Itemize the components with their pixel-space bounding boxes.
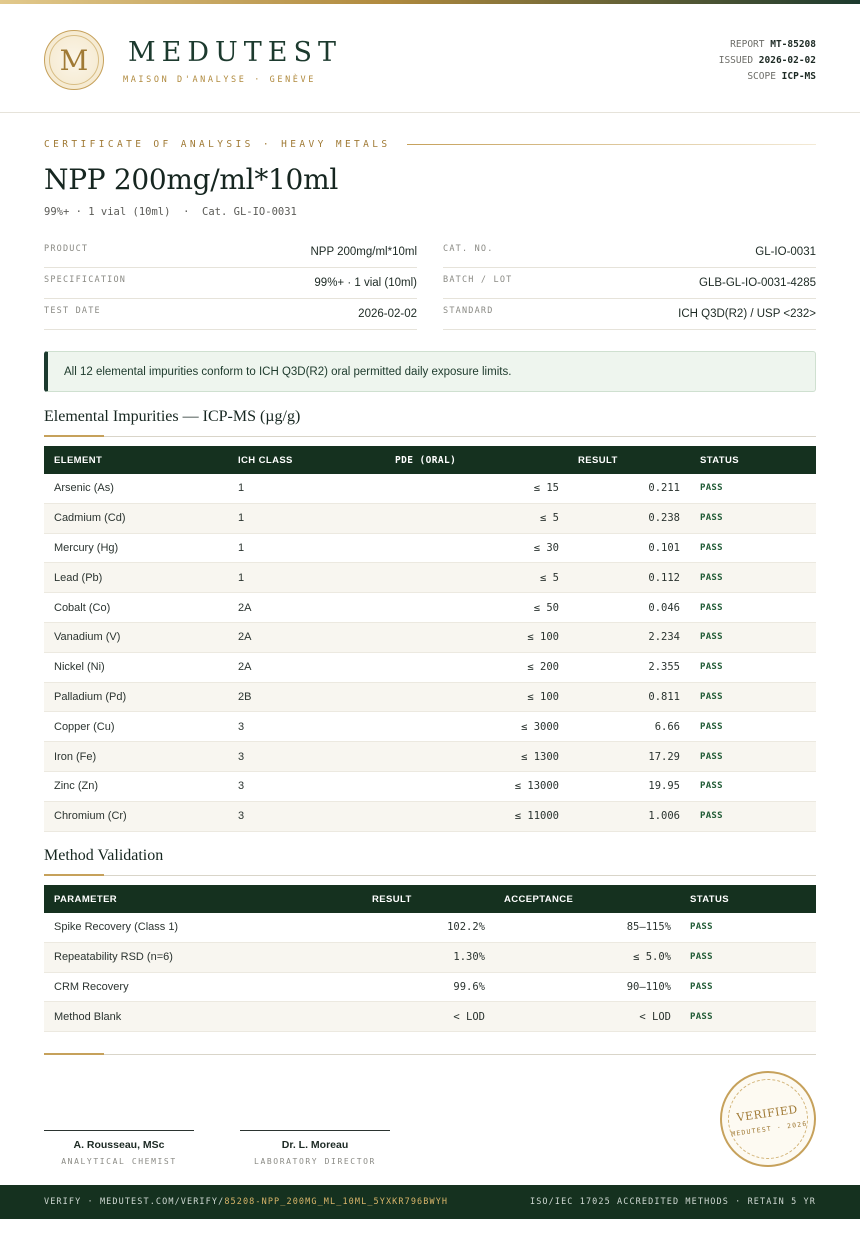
acceptance-range: 85–115%: [626, 921, 671, 934]
validation-result: < LOD: [453, 1010, 485, 1023]
acceptance-range: ≤ 5.0%: [633, 951, 671, 964]
info-value: 99%+ · 1 vial (10ml): [314, 277, 417, 289]
validation-row: [44, 1002, 816, 1032]
result-value: 0.238: [648, 512, 680, 525]
signature-block-chemist: [44, 1130, 194, 1166]
report-number: MT-85208: [770, 39, 816, 50]
result-value: 0.811: [648, 690, 680, 703]
status-badge: PASS: [700, 691, 723, 702]
stamp-subtext: MEDUTEST · 2026: [730, 1119, 808, 1139]
status-badge: PASS: [700, 542, 723, 553]
verified-stamp: [714, 1065, 822, 1173]
info-value: NPP 200mg/ml*10ml: [310, 246, 417, 258]
signatory-role: LABORATORY DIRECTOR: [254, 1157, 376, 1166]
logo-letter: M: [59, 43, 89, 77]
element-name: Cadmium (Cd): [54, 512, 126, 525]
brand-tagline: MAISON D'ANALYSE · GENÈVE: [123, 75, 316, 85]
verify-prefix: VERIFY · MEDUTEST.COM/VERIFY/: [44, 1197, 225, 1207]
accreditation-note: ISO/IEC 17025 ACCREDITED METHODS · RETAIN 5 YR: [529, 1197, 816, 1207]
pde-limit: ≤ 100: [527, 631, 559, 644]
info-value: GLB-GL-IO-0031-4285: [699, 277, 816, 289]
pde-limit: ≤ 50: [533, 601, 559, 614]
impurities-table-header: [44, 446, 816, 474]
validation-row: [44, 913, 816, 943]
issued-date: 2026-02-02: [758, 55, 816, 66]
signatory-name: Dr. L. Moreau: [281, 1139, 349, 1151]
signatory-name: A. Rousseau, MSc: [73, 1139, 165, 1151]
ich-class: 1: [238, 482, 245, 495]
signature-block-director: [240, 1130, 390, 1166]
status-badge: PASS: [700, 721, 723, 732]
ich-class: 1: [238, 541, 245, 554]
element-name: Copper (Cu): [54, 720, 115, 733]
parameter-name: CRM Recovery: [54, 980, 129, 993]
impurities-section-divider: [44, 436, 816, 437]
result-value: 17.29: [648, 750, 680, 763]
pde-limit: ≤ 3000: [521, 720, 559, 733]
col-ich-class: ICH CLASS: [238, 454, 293, 466]
impurity-row: [44, 593, 816, 623]
status-badge: PASS: [690, 1011, 713, 1022]
col-parameter: PARAMETER: [54, 893, 118, 905]
ich-class: 1: [238, 512, 245, 525]
result-value: 19.95: [648, 780, 680, 793]
status-badge: PASS: [700, 513, 723, 524]
impurity-row: [44, 772, 816, 802]
status-badge: PASS: [700, 751, 723, 762]
result-value: 0.046: [648, 601, 680, 614]
ich-class: 2B: [238, 690, 252, 703]
col-val-result: RESULT: [372, 893, 412, 905]
scope-label: SCOPE: [747, 71, 776, 82]
report-meta: [719, 37, 816, 85]
result-value: 2.355: [648, 661, 680, 674]
element-name: Palladium (Pd): [54, 690, 127, 703]
acceptance-range: < LOD: [639, 1010, 671, 1023]
info-grid-right: [443, 237, 816, 330]
ich-class: 3: [238, 750, 245, 763]
info-row-test-date: [44, 299, 417, 330]
element-name: Arsenic (As): [54, 482, 114, 495]
status-badge: PASS: [690, 981, 713, 992]
validation-result: 1.30%: [453, 951, 485, 964]
status-badge: PASS: [700, 572, 723, 583]
info-row-product: [44, 237, 417, 268]
status-badge: PASS: [700, 781, 723, 792]
stamp-text: VERIFIED: [735, 1102, 799, 1125]
validation-row: [44, 943, 816, 973]
impurity-row: [44, 653, 816, 683]
scope-value: ICP-MS: [781, 71, 816, 82]
validation-result: 102.2%: [447, 921, 485, 934]
ich-class: 3: [238, 810, 245, 823]
element-name: Vanadium (V): [54, 631, 121, 644]
status-badge: PASS: [700, 483, 723, 494]
eyebrow-divider: [407, 144, 816, 145]
brand-logo: [44, 30, 104, 90]
info-label: SPECIFICATION: [44, 275, 127, 285]
verify-link[interactable]: [44, 1197, 448, 1207]
impurities-table: [44, 446, 816, 832]
impurity-row: [44, 742, 816, 772]
signature-divider: [44, 1054, 816, 1055]
info-row-specification: [44, 268, 417, 299]
result-value: 6.66: [654, 720, 680, 733]
col-pde: PDE (ORAL): [395, 454, 457, 466]
impurity-row: [44, 474, 816, 504]
pde-limit: ≤ 13000: [514, 780, 559, 793]
validation-section-divider: [44, 875, 816, 876]
result-value: 0.101: [648, 541, 680, 554]
conformance-banner: All 12 elemental impurities conform to ICH Q3D(R2) oral permitted daily exposure limits.: [44, 351, 816, 392]
result-value: 0.112: [648, 571, 680, 584]
status-badge: PASS: [690, 922, 713, 933]
status-badge: PASS: [690, 952, 713, 963]
impurity-row: [44, 683, 816, 713]
impurity-row: [44, 534, 816, 564]
col-element: ELEMENT: [54, 454, 103, 466]
info-label: PRODUCT: [44, 244, 89, 254]
pde-limit: ≤ 5: [540, 571, 559, 584]
brand-name: MEDUTEST: [128, 37, 342, 68]
impurities-table-body: [44, 474, 816, 832]
element-name: Lead (Pb): [54, 571, 103, 584]
impurity-row: [44, 712, 816, 742]
info-row-batch: [443, 268, 816, 299]
col-status: STATUS: [700, 454, 739, 466]
ich-class: 1: [238, 571, 245, 584]
validation-row: [44, 973, 816, 1003]
impurity-row: [44, 504, 816, 534]
report-footer: [0, 1185, 860, 1219]
product-title: NPP 200mg/ml*10ml: [44, 163, 338, 196]
info-label: STANDARD: [443, 306, 494, 316]
element-name: Zinc (Zn): [54, 780, 98, 793]
col-acceptance: ACCEPTANCE: [504, 893, 574, 905]
result-value: 0.211: [648, 482, 680, 495]
ich-class: 3: [238, 720, 245, 733]
pde-limit: ≤ 100: [527, 690, 559, 703]
element-name: Nickel (Ni): [54, 661, 105, 674]
validation-table-header: [44, 885, 816, 913]
pde-limit: ≤ 1300: [521, 750, 559, 763]
validation-table-body: [44, 913, 816, 1032]
impurity-row: [44, 623, 816, 653]
ich-class: 3: [238, 780, 245, 793]
verify-code: 85208-NPP_200MG_ML_10ML_5YXKR796BWYH: [224, 1197, 449, 1207]
parameter-name: Spike Recovery (Class 1): [54, 921, 179, 934]
parameter-name: Repeatability RSD (n=6): [54, 951, 173, 964]
element-name: Iron (Fe): [54, 750, 97, 763]
pde-limit: ≤ 200: [527, 661, 559, 674]
issued-label: ISSUED: [718, 55, 754, 66]
status-badge: PASS: [700, 632, 723, 643]
pde-limit: ≤ 30: [533, 541, 559, 554]
impurities-section-title: Elemental Impurities — ICP-MS (µg/g): [44, 408, 301, 425]
report-label: REPORT: [730, 39, 765, 50]
col-val-status: STATUS: [690, 893, 729, 905]
info-grid-left: [44, 237, 417, 330]
element-name: Cobalt (Co): [54, 601, 111, 614]
signatory-role: ANALYTICAL CHEMIST: [61, 1157, 177, 1166]
ich-class: 2A: [238, 601, 252, 614]
element-name: Chromium (Cr): [54, 810, 127, 823]
info-value: ICH Q3D(R2) / USP <232>: [678, 308, 816, 320]
validation-result: 99.6%: [453, 980, 485, 993]
pde-limit: ≤ 15: [533, 482, 559, 495]
info-value: GL-IO-0031: [755, 246, 816, 258]
status-badge: PASS: [700, 662, 723, 673]
product-subtitle: 99%+ · 1 vial (10ml) · Cat. GL-IO-0031: [44, 206, 297, 218]
info-label: TEST DATE: [44, 306, 101, 316]
validation-table: [44, 885, 816, 1032]
ich-class: 2A: [238, 631, 252, 644]
info-label: BATCH / LOT: [443, 275, 513, 285]
status-badge: PASS: [700, 811, 723, 822]
ich-class: 2A: [238, 661, 252, 674]
pde-limit: ≤ 11000: [514, 810, 559, 823]
acceptance-range: 90–110%: [626, 980, 671, 993]
pde-limit: ≤ 5: [540, 512, 559, 525]
info-row-standard: [443, 299, 816, 330]
info-row-cat-no: [443, 237, 816, 268]
report-header: [0, 4, 860, 113]
result-value: 1.006: [648, 810, 680, 823]
col-result: RESULT: [578, 454, 618, 466]
certificate-eyebrow: CERTIFICATE OF ANALYSIS · HEAVY METALS: [44, 139, 391, 150]
info-value: 2026-02-02: [358, 308, 417, 320]
element-name: Mercury (Hg): [54, 541, 119, 554]
validation-section-title: Method Validation: [44, 847, 164, 864]
impurity-row: [44, 802, 816, 832]
parameter-name: Method Blank: [54, 1010, 122, 1023]
impurity-row: [44, 563, 816, 593]
info-label: CAT. NO.: [443, 244, 494, 254]
status-badge: PASS: [700, 602, 723, 613]
result-value: 2.234: [648, 631, 680, 644]
